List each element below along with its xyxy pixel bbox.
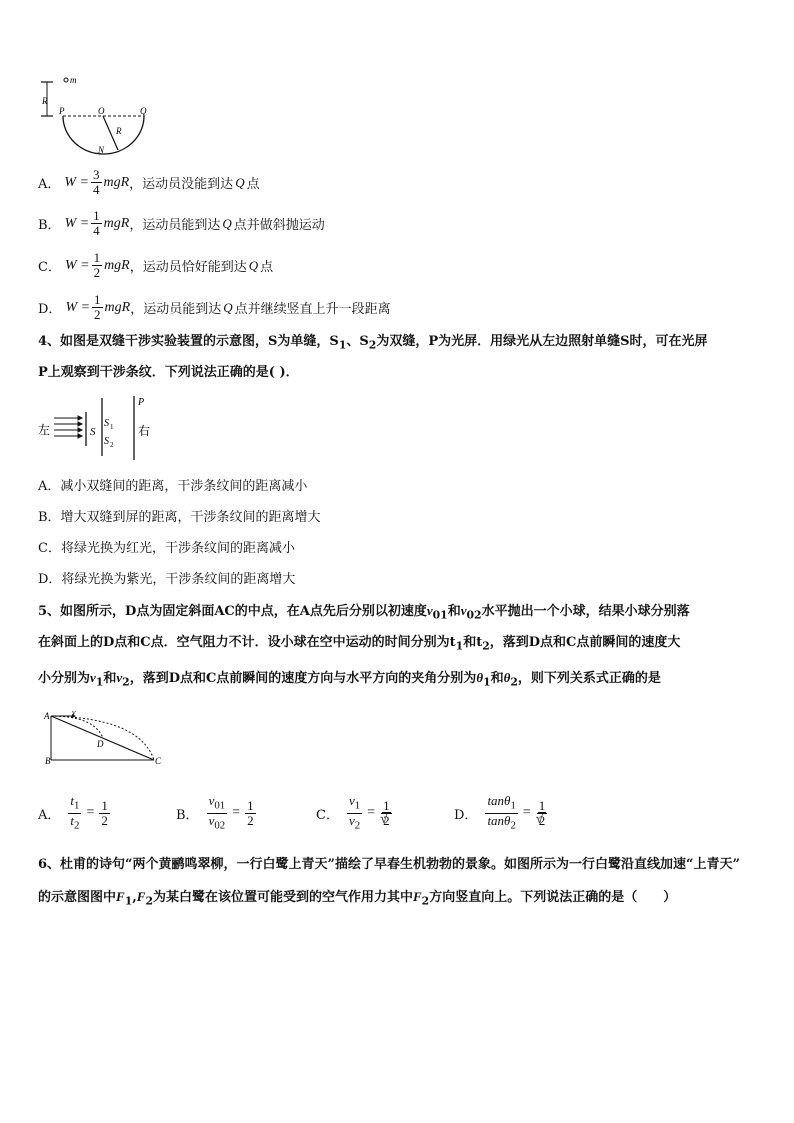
- label-B: B: [45, 756, 51, 766]
- q4-figure: [38, 394, 168, 464]
- q5-figure: [42, 708, 167, 770]
- label-A: A: [44, 711, 50, 721]
- label-C: C: [155, 756, 162, 766]
- label-Q: Q: [140, 106, 147, 116]
- label-O: O: [98, 106, 105, 116]
- svg-text:2: 2: [110, 441, 114, 449]
- label-S2: S: [104, 436, 109, 447]
- label-S: S: [90, 426, 96, 438]
- label-P: P: [59, 106, 65, 116]
- q3-option-b: B． W = $\frac{1}{4}$ mgR ，运动员能到达 Q 点并做斜抛运动: [38, 208, 325, 238]
- q3-option-c: C． W = $\frac{1}{2}$ mgR ，运动员恰好能到达 Q 点: [38, 250, 274, 280]
- q5-line3: 小分别为$v_1$和$v_2$，落到D点和C点前瞬间的速度方向与水平方向的夹角分别为$\theta_1$和$\theta_2$，则下列关系式正确的是: [38, 670, 661, 689]
- label-N: N: [98, 145, 105, 155]
- label-right: 右: [138, 424, 151, 438]
- label-S1: S: [104, 418, 109, 429]
- label-v: v: [72, 708, 76, 717]
- q5-option-a: A． $\frac{t_1}{t_2}$ = $\frac{1}{2}$: [38, 793, 108, 832]
- q5-option-b: B． $\frac{v_{01}}{v_{02}}$ = $\frac{1}{2}$: [176, 793, 254, 832]
- label-R2: R: [116, 126, 122, 136]
- q5-option-d: D． $\frac{\tan\theta_1}{\tan\theta_2}$ = 1 √ 2: [454, 794, 550, 832]
- label-D: D: [97, 739, 104, 749]
- q4-option-d: D．将绿光换为紫光，干涉条纹间的距离增大: [38, 572, 296, 587]
- q4-option-b: B．增大双缝到屏的距离，干涉条纹间的距离增大: [38, 510, 321, 525]
- label-P: P: [138, 397, 145, 408]
- q6-line2: 的示意图图中$F_1,F_2$为某白鹭在该位置可能受到的空气作用力其中$F_2$方向竖直向上。下列说法正确的是（ ）: [38, 889, 677, 908]
- q5-line2: 在斜面上的D点和C点．空气阻力不计．设小球在空中运动的时间分别为$t_1$和$t_2$，落到D点和C点前瞬间的速度大: [38, 635, 681, 653]
- q5-line1: 5、如图所示，D点为固定斜面AC的中点，在A点先后分别以初速度$v_{01}$和$v_{02}$水平抛出一个小球，结果小球分别落: [38, 603, 690, 622]
- q3-option-a: A． W = $\frac{3}{4}$ mgR ，运动员没能到达 Q 点: [38, 167, 260, 197]
- q4-line1: 4、如图是双缝干涉实验装置的示意图，S为单缝，$S_1$、$S_2$为双缝，P为光屏．用绿光从左边照射单缝S时，可在光屏: [38, 334, 708, 352]
- q4-option-c: C．将绿光换为红光，干涉条纹间的距离减小: [38, 541, 295, 556]
- q5-option-c: C． $\frac{v_1}{v_2}$ = 1 √ 2: [316, 794, 395, 832]
- q4-line2: P上观察到干涉条纹．下列说法正确的是( )．: [38, 365, 299, 380]
- label-R: R: [42, 96, 48, 106]
- q3-option-d: D． W = $\frac{1}{2}$ mgR ，运动员能到达 Q 点并继续竖直上升一段距离: [38, 292, 391, 322]
- q6-line1: 6、杜甫的诗句“两个黄鹂鸣翠柳，一行白鹭上青天”描绘了早春生机勃勃的景象。如图所示为一行白鹭沿直线加速“上青天”: [38, 857, 740, 872]
- svg-text:1: 1: [110, 423, 114, 431]
- q3-figure: [38, 72, 158, 162]
- label-left: 左: [38, 423, 51, 437]
- q4-option-a: A．减小双缝间的距离，干涉条纹间的距离减小: [38, 479, 308, 494]
- label-m: m: [70, 75, 77, 85]
